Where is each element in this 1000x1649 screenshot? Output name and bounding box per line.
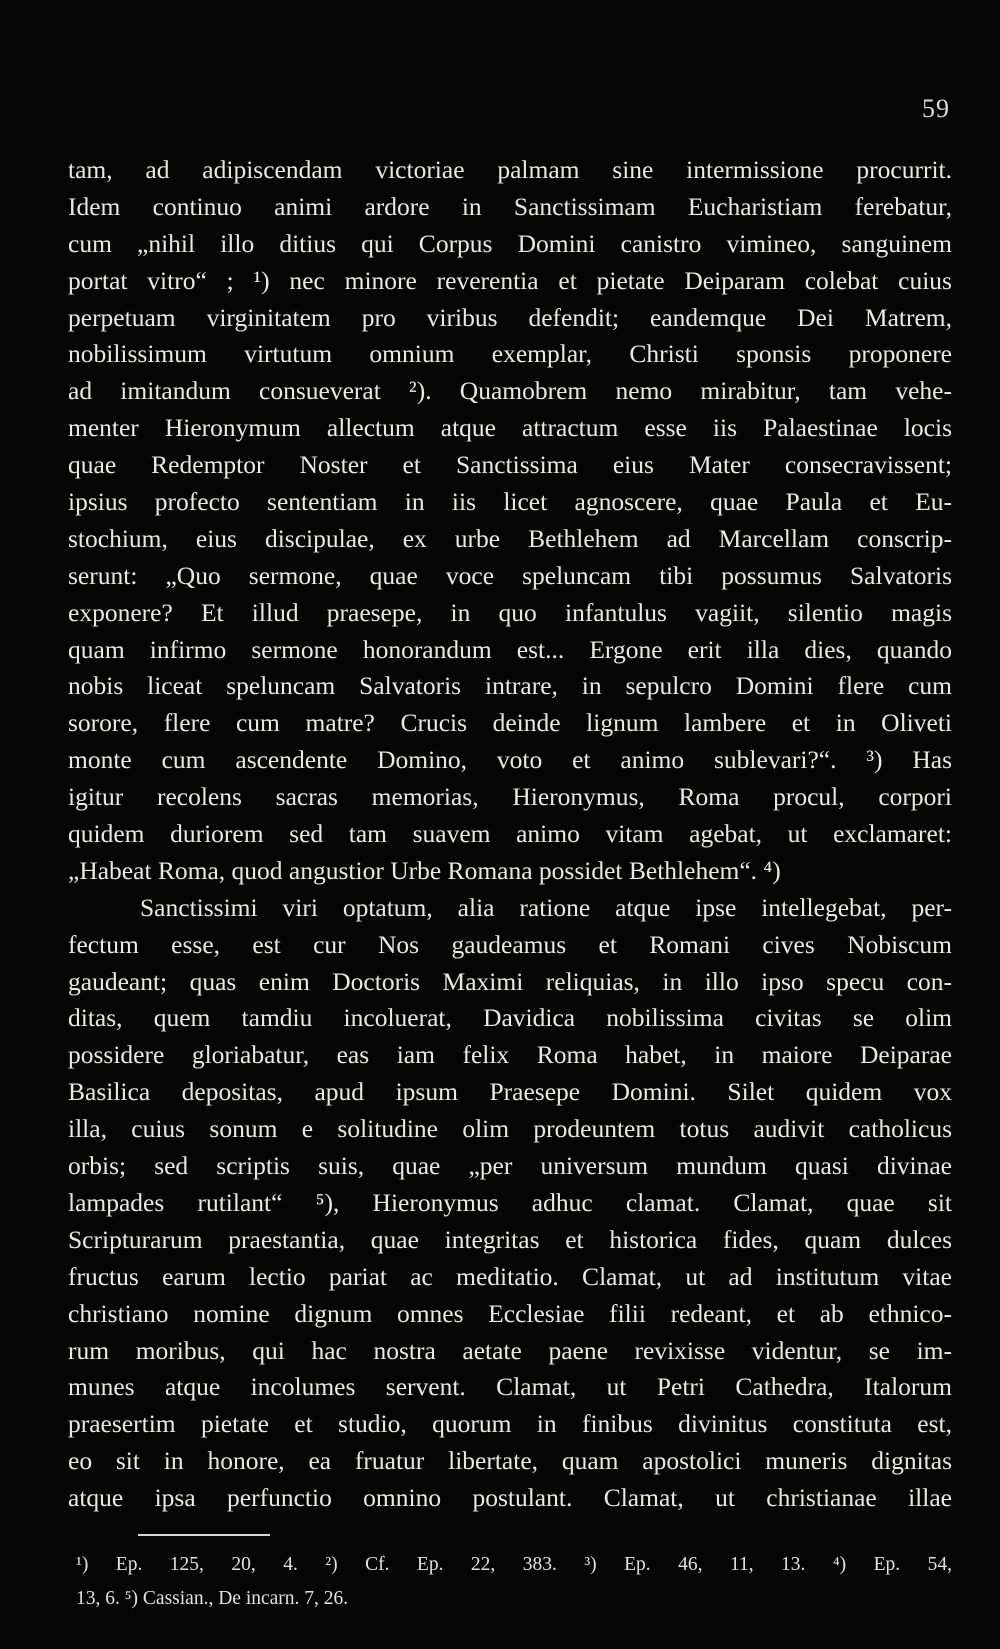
footnote-line: ¹) Ep. 125, 20, 4. ²) Cf. Ep. 22, 383. ³) Ep. 46, 11, 13. ⁴) Ep. 54, bbox=[76, 1554, 952, 1575]
text-line: ditas, quem tamdiu incoluerat, Davidica nobilissima civitas se olim bbox=[68, 1003, 952, 1033]
text-line: portat vitro“ ; ¹) nec minore reverentia et pietate Deiparam colebat cuius bbox=[68, 265, 952, 295]
text-line: gaudeant; quas enim Doctoris Maximi reliquias, in illo ipso specu con- bbox=[68, 966, 952, 996]
text-line: fectum esse, est cur Nos gaudeamus et Romani cives Nobiscum bbox=[68, 929, 952, 959]
text-line: eo sit in honore, ea fruatur libertate, quam apostolici muneris dignitas bbox=[68, 1446, 952, 1476]
text-line-paragraph-start: Sanctissimi viri optatum, alia ratione atque ipse intellegebat, per- bbox=[140, 892, 952, 922]
text-line: perpetuam virginitatem pro viribus defendit; eandemque Dei Matrem, bbox=[68, 302, 952, 332]
text-line: orbis; sed scriptis suis, quae „per universum mundum quasi divinae bbox=[68, 1151, 952, 1181]
footnote-divider bbox=[138, 1534, 270, 1536]
text-line: christiano nomine dignum omnes Ecclesiae filii redeant, et ab ethnico- bbox=[68, 1298, 952, 1328]
text-line: quam infirmo sermone honorandum est... Ergone erit illa dies, quando bbox=[68, 634, 952, 664]
text-line: Basilica depositas, apud ipsum Praesepe Domini. Silet quidem vox bbox=[68, 1077, 952, 1107]
text-line: quae Redemptor Noster et Sanctissima eius Mater consecravissent; bbox=[68, 450, 952, 480]
text-line: serunt: „Quo sermone, quae voce speluncam tibi possumus Salvatoris bbox=[68, 560, 952, 590]
text-line: stochium, eius discipulae, ex urbe Bethlehem ad Marcellam conscrip- bbox=[68, 523, 952, 553]
text-line: Idem continuo animi ardore in Sanctissimam Eucharistiam ferebatur, bbox=[68, 191, 952, 221]
text-line: rum moribus, qui hac nostra aetate paene revixisse videntur, se im- bbox=[68, 1335, 952, 1365]
text-line: igitur recolens sacras memorias, Hieronymus, Roma procul, corpori bbox=[68, 782, 952, 812]
text-line: sorore, flere cum matre? Crucis deinde lignum lambere et in Oliveti bbox=[68, 708, 952, 738]
text-line: nobilissimum virtutum omnium exemplar, Christi sponsis proponere bbox=[68, 339, 952, 369]
text-line: quidem duriorem sed tam suavem animo vitam agebat, ut exclamaret: bbox=[68, 819, 952, 849]
footnotes bbox=[76, 1548, 952, 1616]
body-text bbox=[68, 152, 952, 1517]
text-line: possidere gloriabatur, eas iam felix Roma habet, in maiore Deiparae bbox=[68, 1040, 952, 1070]
text-line: Scripturarum praestantia, quae integritas et historica fides, quam dulces bbox=[68, 1224, 952, 1254]
text-line: ipsius profecto sententiam in iis licet agnoscere, quae Paula et Eu- bbox=[68, 487, 952, 517]
text-line: illa, cuius sonum e solitudine olim prodeuntem totus audivit catholicus bbox=[68, 1114, 952, 1144]
text-line: menter Hieronymum allectum atque attractum esse iis Palaestinae locis bbox=[68, 413, 952, 443]
text-line: tam, ad adipiscendam victoriae palmam sine intermissione procurrit. bbox=[68, 155, 952, 184]
text-line: monte cum ascendente Domino, voto et animo sublevari?“. ³) Has bbox=[68, 745, 952, 775]
text-line: exponere? Et illud praesepe, in quo infantulus vagiit, silentio magis bbox=[68, 597, 952, 627]
text-line: lampades rutilant“ ⁵), Hieronymus adhuc clamat. Clamat, quae sit bbox=[68, 1187, 952, 1217]
text-line: nobis liceat speluncam Salvatoris intrare, in sepulcro Domini flere cum bbox=[68, 671, 952, 701]
text-line: munes atque incolumes servent. Clamat, ut Petri Cathedra, Italorum bbox=[68, 1372, 952, 1402]
text-line: ad imitandum consueverat ²). Quamobrem nemo mirabitur, tam vehe- bbox=[68, 376, 952, 406]
text-line: praesertim pietate et studio, quorum in finibus divinitus constituta est, bbox=[68, 1409, 952, 1439]
text-line: fructus earum lectio pariat ac meditatio. Clamat, ut ad institutum vitae bbox=[68, 1261, 952, 1291]
text-line: atque ipsa perfunctio omnino postulant. Clamat, ut christianae illae bbox=[68, 1483, 952, 1513]
text-line-paragraph-end: „Habeat Roma, quod angustior Urbe Romana possidet Bethlehem“. ⁴) bbox=[68, 855, 781, 885]
page-number: 59 bbox=[922, 94, 950, 123]
footnote-line: 13, 6. ⁵) Cassian., De incarn. 7, 26. bbox=[76, 1588, 349, 1609]
text-line: cum „nihil illo ditius qui Corpus Domini canistro vimineo, sanguinem bbox=[68, 228, 952, 258]
